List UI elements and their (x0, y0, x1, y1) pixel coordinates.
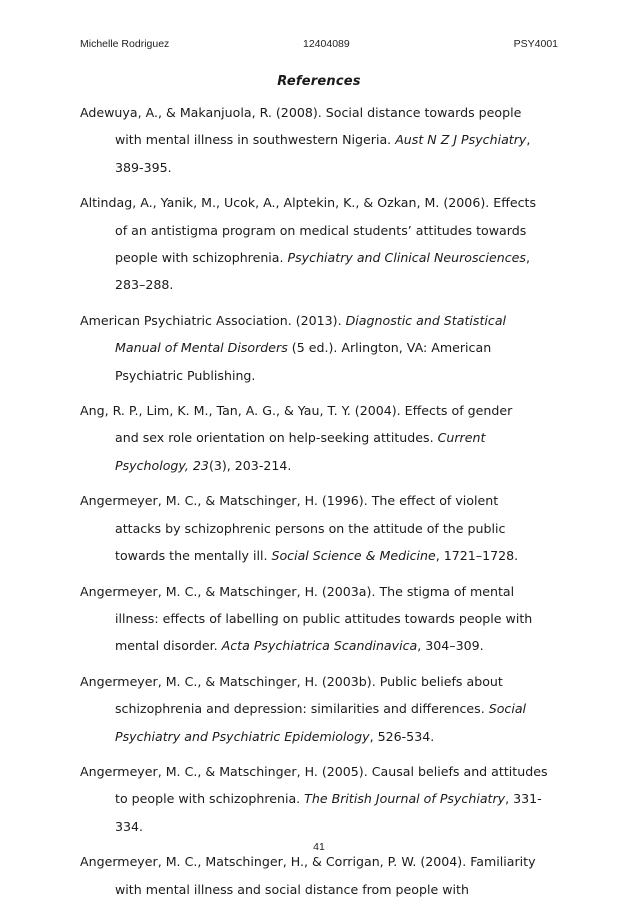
header-student-id: 12404089 (303, 38, 350, 50)
reference-entry (80, 578, 564, 660)
reference-text: 283–288. (115, 277, 174, 293)
reference-italic-text: Psychology, 23 (115, 457, 209, 473)
reference-text: to people with schizophrenia. (115, 791, 305, 807)
reference-line (80, 217, 564, 244)
reference-text: Psychiatric Publishing. (115, 367, 256, 383)
reference-entry (80, 99, 564, 181)
reference-italic-text: Manual of Mental Disorders (115, 340, 288, 356)
header-author: Michelle Rodriguez (80, 38, 170, 50)
reference-text: attacks by schizophrenic persons on the attitude of the public (115, 520, 506, 536)
reference-text: with mental illness in southwestern Nigeria. (115, 132, 396, 148)
reference-line (80, 397, 564, 424)
reference-text: , 304–309. (417, 638, 484, 654)
reference-italic-text: Social Science & Medicine (271, 548, 436, 564)
reference-italic-text: Aust N Z J Psychiatry (395, 132, 527, 148)
reference-line (80, 758, 564, 785)
reference-line (80, 244, 564, 271)
reference-entry (80, 668, 564, 750)
reference-line (80, 334, 564, 361)
reference-text: American Psychiatric Association. (2013). (80, 312, 346, 328)
reference-line (80, 542, 564, 569)
reference-text: 334. (115, 818, 144, 834)
reference-line (80, 723, 564, 750)
reference-line (80, 668, 564, 695)
reference-line (80, 189, 564, 216)
reference-line (80, 487, 564, 514)
reference-line (80, 813, 564, 840)
reference-line (80, 515, 564, 542)
reference-text: Adewuya, A., & Makanjuola, R. (2008). Social distance towards people (80, 105, 522, 120)
reference-text: Altindag, A., Yanik, M., Ucok, A., Alptekin, K., & Ozkan, M. (2006). Effects (80, 195, 537, 211)
reference-text: Ang, R. P., Lim, K. M., Tan, A. G., & Yau, T. Y. (2004). Effects of gender (80, 403, 513, 419)
reference-text: and sex role orientation on help-seeking attitudes. (115, 430, 438, 446)
reference-text: Angermeyer, M. C., & Matschinger, H. (2003a). The stigma of mental (80, 583, 515, 599)
reference-line (80, 362, 564, 389)
reference-text: with mental illness and social distance from people with (115, 881, 469, 897)
reference-line (80, 307, 564, 334)
reference-line (80, 271, 564, 298)
reference-line (80, 785, 564, 812)
reference-text: Angermeyer, M. C., & Matschinger, H. (1996). The effect of violent (80, 493, 499, 509)
reference-line (80, 154, 564, 181)
reference-list (80, 99, 564, 911)
reference-text: Angermeyer, M. C., & Matschinger, H. (2003b). Public beliefs about (80, 673, 503, 689)
reference-entry (80, 397, 564, 479)
page-number: 41 (313, 841, 325, 853)
reference-text: 389-395. (115, 159, 172, 175)
reference-entry (80, 189, 564, 299)
reference-entry (80, 758, 564, 840)
reference-italic-text: The British Journal of Psychiatry (304, 791, 506, 807)
reference-text: Angermeyer, M. C., Matschinger, H., & Corrigan, P. W. (2004). Familiarity (80, 854, 536, 870)
reference-text: towards the mentally ill. (115, 548, 272, 564)
reference-italic-text: Current (437, 430, 486, 446)
reference-italic-text: Psychiatry and Clinical Neurosciences (287, 250, 526, 266)
reference-line (80, 126, 564, 153)
reference-text: , 526-534. (369, 728, 435, 744)
reference-text: mental disorder. (115, 638, 222, 654)
reference-entry (80, 848, 564, 903)
reference-italic-text: Psychiatry and Psychiatric Epidemiology (115, 728, 370, 744)
reference-italic-text: Acta Psychiatrica Scandinavica (221, 638, 418, 654)
reference-text: (5 ed.). Arlington, VA: American (287, 340, 492, 356)
reference-text: illness: effects of labelling on public attitudes towards people with (115, 610, 533, 626)
reference-text: , 331- (505, 791, 542, 807)
reference-italic-text: Social (488, 701, 527, 717)
reference-line (80, 876, 564, 903)
reference-text: Angermeyer, M. C., & Matschinger, H. (2005). Causal beliefs and attitudes (80, 763, 548, 779)
reference-line (80, 424, 564, 451)
reference-text: of an antistigma program on medical students’ attitudes towards (115, 222, 527, 238)
references-heading: References (277, 74, 361, 89)
reference-line (80, 695, 564, 722)
reference-text: , (525, 250, 530, 266)
page-header (80, 38, 558, 54)
reference-line (80, 605, 564, 632)
reference-line (80, 452, 564, 479)
reference-entry (80, 307, 564, 389)
header-course-code: PSY4001 (513, 38, 558, 50)
reference-text: schizophrenia and depression: similarities and differences. (115, 701, 489, 717)
reference-text: (3), 203-214. (208, 457, 292, 473)
reference-text: , 1721–1728. (435, 548, 519, 564)
reference-italic-text: Diagnostic and Statistical (345, 312, 507, 328)
reference-entry (80, 487, 564, 569)
reference-line (80, 99, 564, 126)
reference-line (80, 632, 564, 659)
reference-text: , (526, 132, 531, 148)
reference-text: people with schizophrenia. (115, 250, 288, 266)
reference-line (80, 578, 564, 605)
